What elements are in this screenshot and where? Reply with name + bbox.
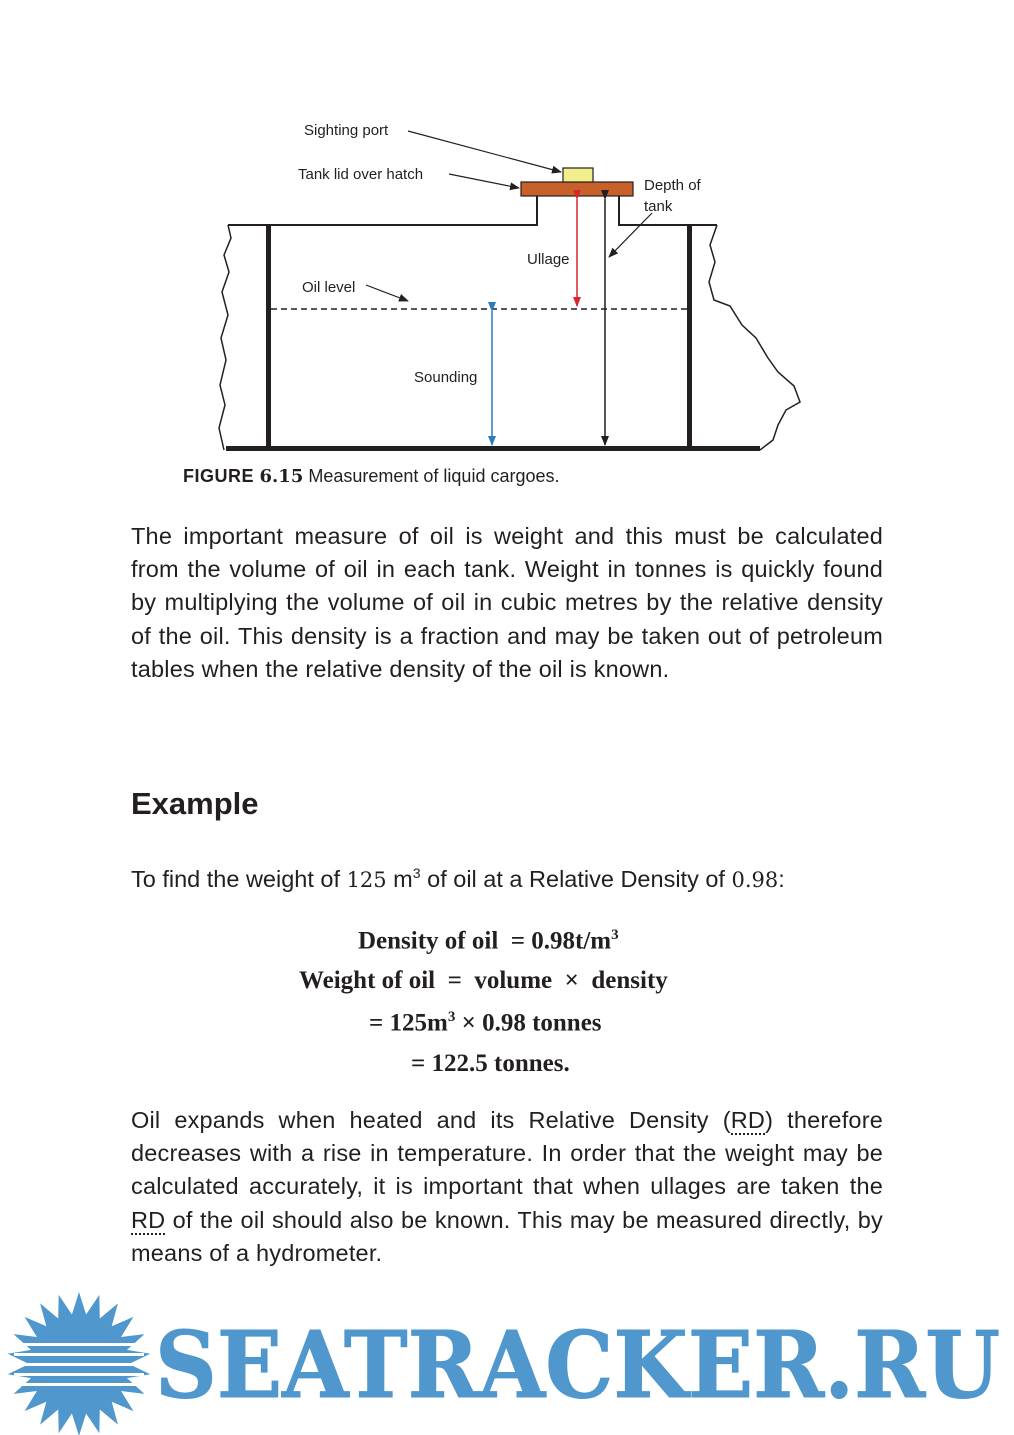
eq3-a: = 125m: [369, 1009, 448, 1037]
intro-unit: m: [386, 865, 413, 892]
sun-logo-icon: [8, 1292, 151, 1435]
example-intro: [131, 865, 785, 893]
sighting-port: [563, 168, 593, 182]
figure-caption-number: 6.15: [259, 466, 304, 487]
tank-lid-leader: [449, 174, 519, 188]
seatracker-watermark: [0, 1285, 1014, 1435]
eq3-b: × 0.98 tonnes: [455, 1009, 602, 1037]
p2-a: Oil expands when heated and its Relative Density (: [131, 1107, 731, 1133]
equation-result: [411, 1050, 570, 1078]
eq2-text: Weight of oil = volume × density: [299, 967, 668, 994]
eq1-exp: 3: [611, 927, 619, 943]
figure-caption-prefix: FIGURE: [183, 466, 260, 486]
right-bulkhead: [687, 225, 692, 450]
tank-lid: [521, 182, 633, 196]
watermark-text: SEATRACKER.RU: [155, 1311, 1000, 1419]
ullage-label: Ullage: [527, 251, 570, 268]
figure-caption-text: Measurement of liquid cargoes.: [303, 466, 560, 486]
tank-right-break: [709, 225, 800, 450]
intro-volume: 125: [346, 867, 387, 892]
left-bulkhead: [266, 225, 271, 450]
eq3-exp: 3: [447, 1009, 456, 1025]
p2-c: of the oil should also be known. This may be measured directly, by means of a hydrometer.: [131, 1206, 883, 1266]
intro-exp: 3: [412, 865, 421, 881]
paragraph-oil-expansion: [131, 1104, 883, 1270]
intro-c: :: [778, 865, 785, 892]
depth-leader: [609, 213, 652, 257]
equation-density: [358, 927, 619, 955]
tank-left-break: [219, 225, 231, 450]
depth-label-line1: Depth of: [644, 177, 701, 194]
tank-bottom: [226, 446, 760, 451]
sighting-port-label: Sighting port: [304, 122, 389, 139]
figure-caption: [183, 466, 560, 487]
oil-level-label: Oil level: [302, 279, 356, 296]
sighting-port-leader: [408, 131, 561, 172]
example-heading: Example: [131, 786, 259, 821]
intro-a: To find the weight of: [131, 865, 347, 892]
eq4-text: = 122.5 tonnes.: [411, 1050, 570, 1077]
equation-weight: [299, 967, 668, 995]
sounding-label: Sounding: [414, 369, 478, 386]
abbr-rd-1: RD: [730, 1107, 766, 1133]
eq1-text: Density of oil = 0.98t/m: [358, 927, 612, 955]
tank-measurement-diagram: [0, 0, 1014, 500]
abbr-rd-2: RD: [131, 1206, 166, 1233]
equation-multiplication: [369, 1009, 602, 1037]
intro-b: of oil at a Relative Density of: [420, 865, 732, 892]
depth-label-line2: tank: [644, 198, 673, 215]
p2-b: ) therefore decreases with a rise in temperature. In order that the weight may be calculated accurately, it is important that when ullages are taken the: [131, 1107, 883, 1200]
tank-lid-label: Tank lid over hatch: [298, 166, 424, 183]
oil-level-leader: [366, 285, 408, 301]
paragraph-oil-weight: The important measure of oil is weight and this must be calculated from the volume of oil in each tank. Weight in tonnes is quickly found by multiplying the volume of oil in cubic metres by the relative density of the oil. This density is a fraction and may be taken out of petroleum tables when the relative density of the oil is known.: [131, 523, 883, 682]
intro-rd: 0.98: [731, 867, 779, 892]
